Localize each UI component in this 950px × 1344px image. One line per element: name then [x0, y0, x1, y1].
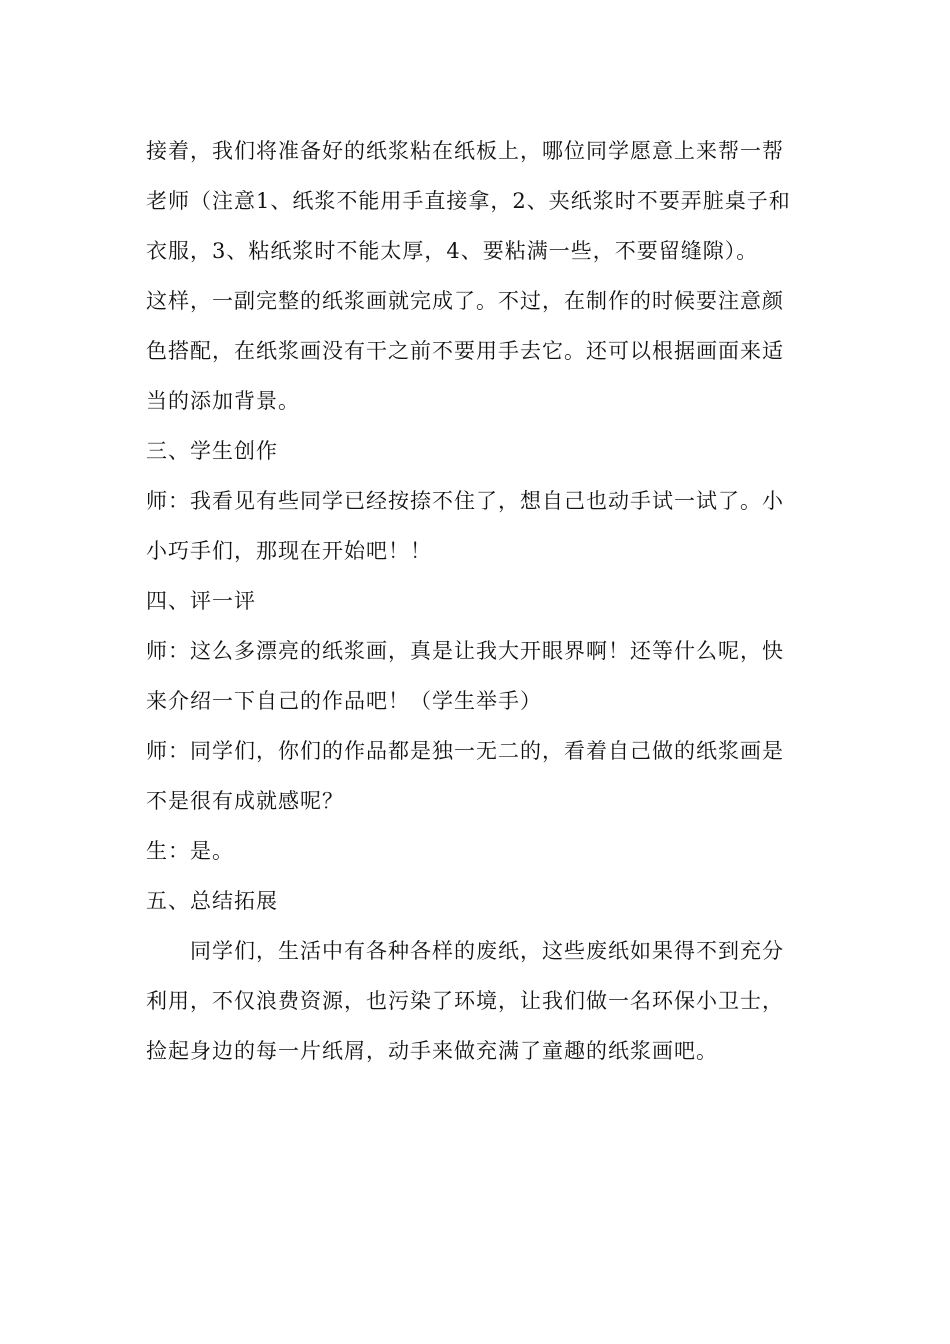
paragraph-line: 这样，一副完整的纸浆画就完成了。不过，在制作的时候要注意颜	[146, 289, 784, 313]
paragraph-line: 师：这么多漂亮的纸浆画，真是让我大开眼界啊！还等什么呢，快	[146, 639, 784, 663]
paragraph-line: 来介绍一下自己的作品吧！（学生举手）	[146, 689, 542, 713]
paragraph-line: 师：同学们，你们的作品都是独一无二的，看着自己做的纸浆画是	[146, 739, 784, 763]
paragraph-line: 同学们，生活中有各种各样的废纸，这些废纸如果得不到充分	[190, 939, 784, 963]
paragraph-line: 不是很有成就感呢？	[146, 789, 344, 813]
paragraph-line: 当的添加背景。	[146, 389, 300, 413]
paragraph-line: 接着，我们将准备好的纸浆粘在纸板上，哪位同学愿意上来帮一帮	[146, 139, 784, 163]
section-heading: 三、学生创作	[146, 439, 278, 463]
paragraph-line: 师：我看见有些同学已经按捺不住了，想自己也动手试一试了。小	[146, 489, 784, 513]
paragraph-line: 小巧手们，那现在开始吧！！	[146, 539, 432, 563]
paragraph-line: 生：是。	[146, 839, 234, 863]
document-body	[146, 126, 811, 1076]
section-heading: 四、评一评	[146, 589, 256, 613]
paragraph-line: 老师（注意1、纸浆不能用手直接拿，2、夹纸浆时不要弄脏桌子和	[146, 189, 791, 213]
paragraph-line: 捡起身边的每一片纸屑，动手来做充满了童趣的纸浆画吧。	[146, 1039, 718, 1063]
paragraph-line: 衣服，3、粘纸浆时不能太厚，4、要粘满一些，不要留缝隙）。	[146, 239, 759, 263]
paragraph-line: 色搭配，在纸浆画没有干之前不要用手去它。还可以根据画面来适	[146, 339, 784, 363]
paragraph-line: 利用，不仅浪费资源，也污染了环境，让我们做一名环保小卫士，	[146, 989, 784, 1013]
section-heading: 五、总结拓展	[146, 889, 278, 913]
